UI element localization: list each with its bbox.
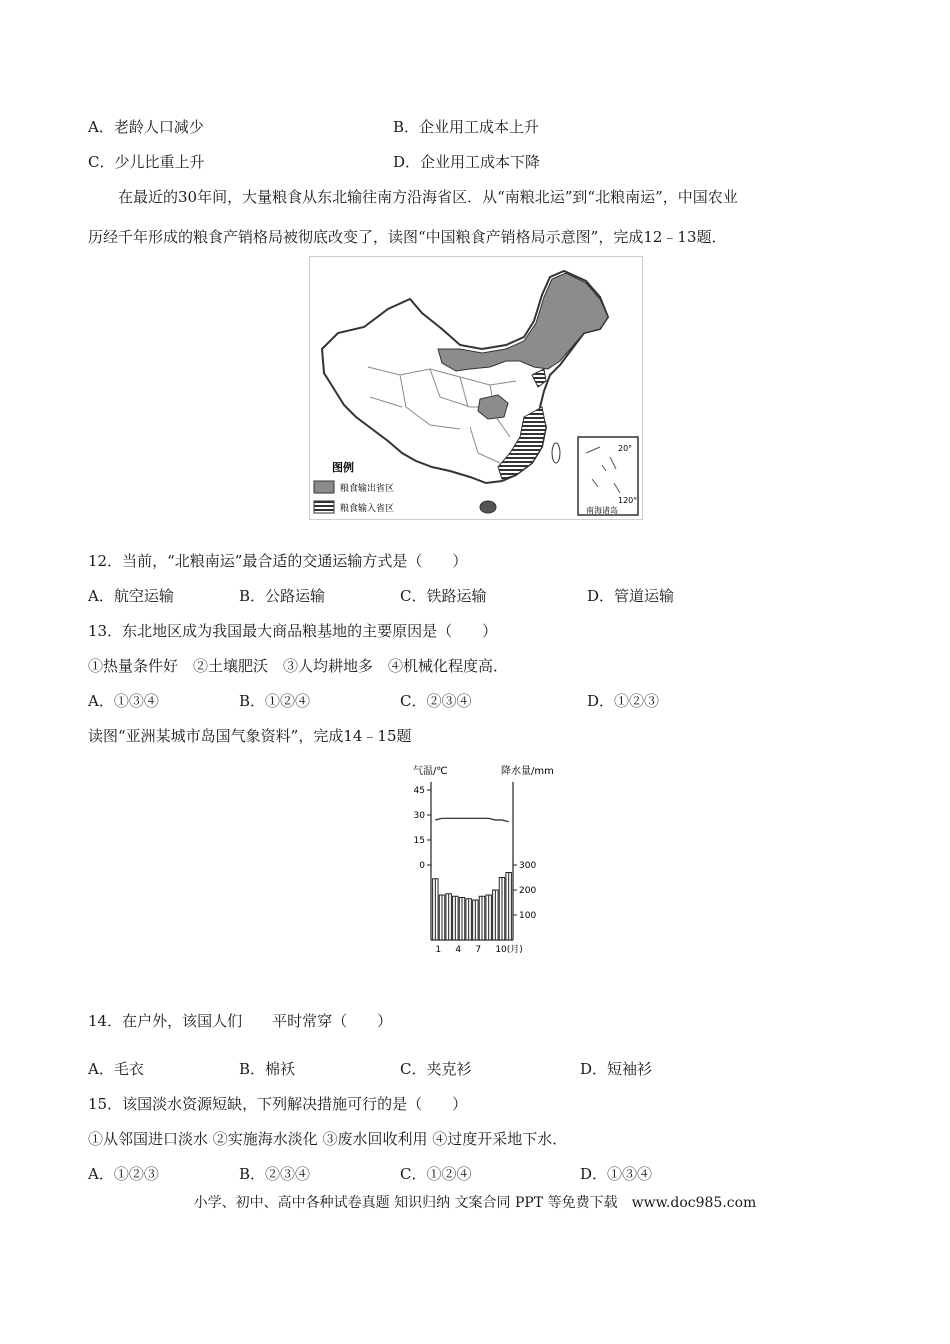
inset-tick-20: 20°	[618, 444, 633, 453]
page-footer: 小学、初中、高中各种试卷真题 知识归纳 文案合同 PPT 等免费下载 www.doc985.com	[193, 1195, 757, 1211]
option-d-prev: D．企业用工成本下降	[393, 153, 541, 171]
temp-axis-label: 气温/℃	[413, 766, 448, 777]
q15-items: ①从邻国进口淡水 ②实施海水淡化 ③废水回收利用 ④过度开采地下水．	[88, 1130, 568, 1148]
hainan-island	[480, 501, 496, 513]
precip-tick-label: 100	[519, 911, 537, 921]
intro-line-1: 在最近的30年间，大量粮食从东北输往南方沿海省区．从“南粮北运”到“北粮南运”，中国农业	[118, 188, 738, 206]
inset-label: 南海诸岛	[586, 506, 618, 515]
china-map-graphic	[310, 257, 642, 519]
precip-tick-label: 200	[519, 886, 537, 896]
q14-option-a: A．毛衣	[88, 1060, 144, 1078]
climate-chart	[407, 760, 559, 960]
legend-import-swatch	[314, 501, 334, 513]
climate-chart-svg	[407, 760, 559, 960]
q12-option-d: D．管道运输	[587, 587, 675, 605]
q14-option-d: D．短袖衫	[580, 1060, 653, 1078]
q15-option-b: B．②③④	[239, 1165, 311, 1183]
q14-option-c: C．夹克衫	[400, 1060, 472, 1078]
q13-option-c: C．②③④	[400, 692, 472, 710]
x-tick-label: 7	[475, 945, 482, 955]
option-c-prev: C．少儿比重上升	[88, 153, 205, 171]
q13-stem: 13．东北地区成为我国最大商品粮基地的主要原因是（ ）	[88, 622, 498, 640]
temp-tick-label: 15	[413, 836, 425, 846]
q12-stem: 12．当前，“北粮南运”最合适的交通运输方式是（ ）	[88, 552, 468, 570]
q15-option-a: A．①②③	[88, 1165, 159, 1183]
option-a-prev: A．老龄人口减少	[88, 118, 204, 136]
q12-option-b: B．公路运输	[239, 587, 326, 605]
legend-export-swatch	[314, 481, 334, 493]
q15-option-d: D．①③④	[580, 1165, 653, 1183]
q12-option-c: C．铁路运输	[400, 587, 487, 605]
china-grain-map	[309, 256, 643, 520]
export-region-north	[438, 273, 608, 371]
x-tick-label: 1	[435, 945, 442, 955]
x-tick-label: 4	[455, 945, 462, 955]
q12-option-a: A．航空运输	[88, 587, 174, 605]
q13-option-a: A．①③④	[88, 692, 159, 710]
q13-option-b: B．①②④	[239, 692, 311, 710]
q13-option-d: D．①②③	[587, 692, 660, 710]
option-b-prev: B．企业用工成本上升	[393, 118, 540, 136]
precip-axis-label: 降水量/mm	[501, 766, 554, 777]
q14-option-b: B．棉袄	[239, 1060, 296, 1078]
intro-line-2: 历经千年形成的粮食产销格局被彻底改变了，读图“中国粮食产销格局示意图”，完成12﹣13题．	[88, 228, 727, 246]
q15-stem: 15．该国淡水资源短缺，下列解决措施可行的是（ ）	[88, 1095, 468, 1113]
legend-title: 图例	[332, 461, 354, 474]
intro-2: 读图“亚洲某城市岛国气象资料”，完成14﹣15题	[88, 727, 412, 745]
temp-tick-label: 45	[413, 786, 425, 796]
q14-stem: 14．在户外，该国人们 平时常穿（ ）	[88, 1012, 393, 1030]
inset-tick-120: 120°	[618, 496, 638, 505]
taiwan-island	[552, 443, 560, 463]
temp-tick-label: 30	[413, 811, 425, 821]
legend-import-label: 粮食输入省区	[340, 504, 395, 514]
temp-tick-label: 0	[419, 861, 425, 871]
legend-export-label: 粮食输出省区	[340, 484, 395, 494]
x-tick-label: 10(月)	[495, 945, 523, 955]
precip-tick-label: 300	[519, 861, 537, 871]
temperature-line	[435, 818, 508, 821]
q13-items: ①热量条件好 ②土壤肥沃 ③人均耕地多 ④机械化程度高．	[88, 657, 509, 675]
q15-option-c: C．①②④	[400, 1165, 472, 1183]
